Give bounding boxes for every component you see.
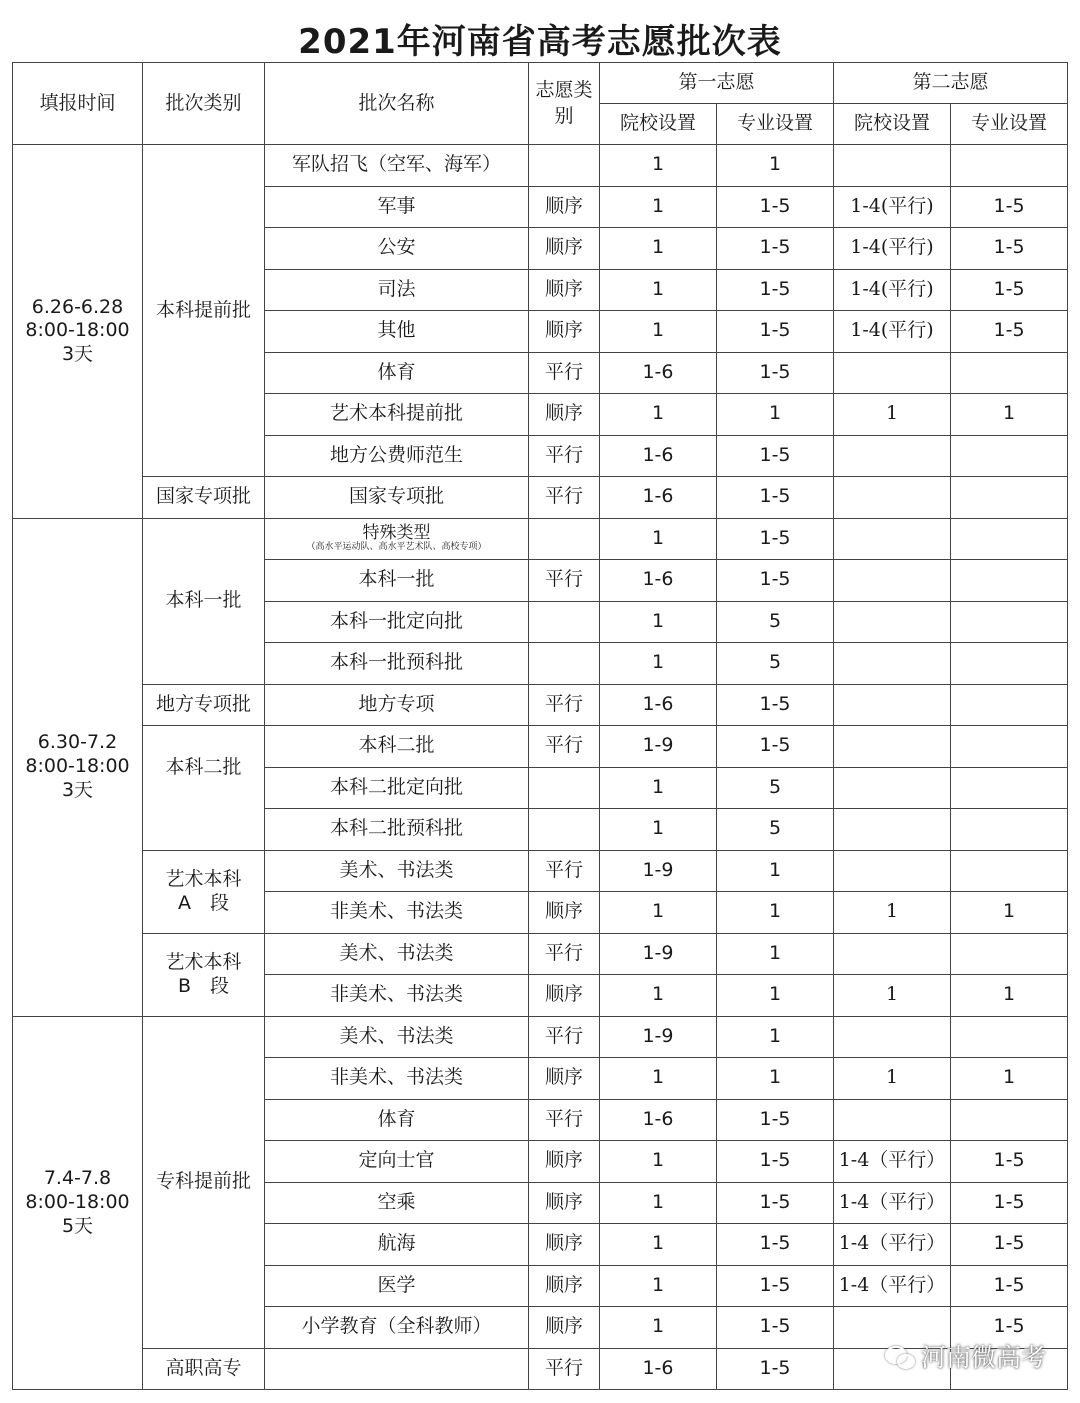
first-major-cell: 5 (717, 809, 834, 851)
batch-name-cell: 小学教育（全科教师） (265, 1307, 529, 1349)
choice-type-cell: 顺序 (529, 1058, 600, 1100)
period-hours: 8:00-18:00 (25, 755, 130, 778)
table-row (13, 145, 1068, 187)
table-row (13, 850, 1068, 892)
category-cell (143, 933, 265, 1016)
second-school-cell (834, 601, 951, 643)
choice-type-cell: 顺序 (529, 186, 600, 228)
first-major-cell: 5 (717, 601, 834, 643)
second-school-cell (834, 767, 951, 809)
header-time: 填报时间 (13, 63, 143, 145)
header-first-major: 专业设置 (717, 104, 834, 145)
first-school-cell: 1-6 (600, 1348, 717, 1390)
batch-name-cell: 美术、书法类 (265, 850, 529, 892)
batch-name-cell: 本科二批预科批 (265, 809, 529, 851)
second-school-cell (834, 933, 951, 975)
second-major-cell: 1-5 (951, 1224, 1068, 1266)
category-line-1: 艺术本科 (165, 867, 242, 890)
second-school-cell: 1 (834, 975, 951, 1017)
choice-type-cell (529, 518, 600, 560)
batch-name-cell (265, 518, 529, 560)
batch-name-cell: 本科一批预科批 (265, 643, 529, 685)
second-major-cell (951, 435, 1068, 477)
first-major-cell: 1 (717, 1058, 834, 1100)
batch-name-cell: 艺术本科提前批 (265, 394, 529, 436)
second-school-cell (834, 145, 951, 187)
first-major-cell: 1-5 (717, 1099, 834, 1141)
second-major-cell (951, 518, 1068, 560)
first-school-cell: 1 (600, 186, 717, 228)
second-major-cell: 1-5 (951, 1307, 1068, 1349)
second-major-cell: 1 (951, 892, 1068, 934)
first-school-cell: 1 (600, 394, 717, 436)
choice-type-cell: 平行 (529, 1099, 600, 1141)
first-school-cell: 1 (600, 1058, 717, 1100)
choice-type-cell: 顺序 (529, 394, 600, 436)
batch-name-cell: 体育 (265, 352, 529, 394)
second-school-cell (834, 1016, 951, 1058)
first-school-cell: 1-6 (600, 477, 717, 519)
second-major-cell: 1-5 (951, 1141, 1068, 1183)
period-hours: 8:00-18:00 (25, 319, 130, 342)
table-row (13, 684, 1068, 726)
category-line-2: A 段 (178, 891, 229, 914)
second-school-cell: 1 (834, 394, 951, 436)
batch-name-cell: 非美术、书法类 (265, 975, 529, 1017)
first-major-cell: 1-5 (717, 726, 834, 768)
first-major-cell: 1 (717, 892, 834, 934)
batch-name-cell (265, 1348, 529, 1390)
batch-name-cell: 航海 (265, 1224, 529, 1266)
batch-name-cell: 本科二批 (265, 726, 529, 768)
second-major-cell (951, 560, 1068, 602)
second-major-cell (951, 684, 1068, 726)
category-cell: 本科一批 (143, 518, 265, 684)
batch-name-cell: 医学 (265, 1265, 529, 1307)
choice-type-cell: 平行 (529, 684, 600, 726)
first-major-cell: 1-5 (717, 1348, 834, 1390)
choice-type-cell: 顺序 (529, 975, 600, 1017)
table-row (13, 1016, 1068, 1058)
batch-name-cell: 空乘 (265, 1182, 529, 1224)
first-school-cell: 1 (600, 767, 717, 809)
choice-type-cell: 平行 (529, 850, 600, 892)
choice-type-cell (529, 809, 600, 851)
choice-type-cell (529, 643, 600, 685)
batch-name-cell: 其他 (265, 311, 529, 353)
first-school-cell: 1 (600, 1307, 717, 1349)
first-school-cell: 1 (600, 643, 717, 685)
second-school-cell: 1-4（平行） (834, 1265, 951, 1307)
first-major-cell: 1-5 (717, 228, 834, 270)
choice-type-cell: 顺序 (529, 269, 600, 311)
choice-type-cell: 平行 (529, 477, 600, 519)
choice-type-cell: 顺序 (529, 1307, 600, 1349)
category-cell: 本科提前批 (143, 145, 265, 477)
choice-type-cell: 平行 (529, 352, 600, 394)
choice-type-cell: 平行 (529, 933, 600, 975)
table-row (13, 477, 1068, 519)
choice-type-cell: 顺序 (529, 1224, 600, 1266)
first-major-cell: 1-5 (717, 477, 834, 519)
first-major-cell: 1-5 (717, 518, 834, 560)
header-second-choice: 第二志愿 (834, 63, 1068, 104)
header-first-choice: 第一志愿 (600, 63, 834, 104)
table-row (13, 518, 1068, 560)
header-row-1 (13, 63, 1068, 104)
first-major-cell: 5 (717, 643, 834, 685)
second-school-cell (834, 435, 951, 477)
batch-name-cell: 司法 (265, 269, 529, 311)
second-major-cell (951, 477, 1068, 519)
period-dates: 7.4-7.8 (43, 1167, 112, 1190)
batch-name-cell: 本科二批定向批 (265, 767, 529, 809)
first-major-cell: 5 (717, 767, 834, 809)
batch-name-cell: 本科一批定向批 (265, 601, 529, 643)
choice-type-cell: 顺序 (529, 1265, 600, 1307)
first-school-cell: 1 (600, 311, 717, 353)
watermark-text: 河南微高考 (920, 1343, 1046, 1372)
second-school-cell (834, 684, 951, 726)
header-name: 批次名称 (265, 63, 529, 145)
first-major-cell: 1 (717, 394, 834, 436)
batch-name-cell: 定向士官 (265, 1141, 529, 1183)
second-major-cell: 1 (951, 1058, 1068, 1100)
second-major-cell (951, 601, 1068, 643)
second-major-cell (951, 1099, 1068, 1141)
second-school-cell: 1-4（平行） (834, 1182, 951, 1224)
second-school-cell (834, 850, 951, 892)
period-cell (13, 145, 143, 519)
second-major-cell: 1-5 (951, 186, 1068, 228)
second-school-cell (834, 518, 951, 560)
second-major-cell (951, 145, 1068, 187)
choice-type-cell (529, 767, 600, 809)
first-school-cell: 1-9 (600, 1016, 717, 1058)
first-school-cell: 1 (600, 1224, 717, 1266)
page-title: 2021年河南省高考志愿批次表 (298, 22, 782, 62)
first-school-cell: 1 (600, 269, 717, 311)
category-cell: 本科二批 (143, 726, 265, 851)
first-school-cell: 1 (600, 601, 717, 643)
choice-type-cell: 平行 (529, 1016, 600, 1058)
batch-name-cell: 地方专项 (265, 684, 529, 726)
first-school-cell: 1 (600, 809, 717, 851)
period-dates: 6.26-6.28 (31, 295, 124, 318)
wechat-icon (885, 1344, 915, 1368)
second-school-cell: 1-4(平行) (834, 186, 951, 228)
first-major-cell: 1-5 (717, 560, 834, 602)
choice-type-cell: 平行 (529, 726, 600, 768)
table-row (13, 726, 1068, 768)
second-major-cell: 1-5 (951, 1182, 1068, 1224)
choice-type-cell: 顺序 (529, 1182, 600, 1224)
first-school-cell: 1 (600, 228, 717, 270)
choice-type-cell: 平行 (529, 1348, 600, 1390)
batch-name-main: 特殊类型 (362, 523, 431, 544)
second-school-cell: 1-4(平行) (834, 269, 951, 311)
second-school-cell (834, 643, 951, 685)
first-school-cell: 1-6 (600, 560, 717, 602)
first-school-cell: 1 (600, 518, 717, 560)
batch-name-cell: 美术、书法类 (265, 1016, 529, 1058)
first-major-cell: 1-5 (717, 269, 834, 311)
choice-type-cell: 平行 (529, 435, 600, 477)
first-major-cell: 1-5 (717, 1307, 834, 1349)
category-line-2: B 段 (177, 974, 230, 997)
batch-name-cell: 本科一批 (265, 560, 529, 602)
second-school-cell (834, 560, 951, 602)
first-school-cell: 1-6 (600, 435, 717, 477)
choice-type-cell: 顺序 (529, 311, 600, 353)
second-major-cell (951, 726, 1068, 768)
first-school-cell: 1-6 (600, 684, 717, 726)
table-row (13, 933, 1068, 975)
choice-type-cell: 顺序 (529, 1141, 600, 1183)
second-school-cell (834, 1099, 951, 1141)
first-school-cell: 1-6 (600, 352, 717, 394)
second-school-cell: 1-4(平行) (834, 311, 951, 353)
first-major-cell: 1-5 (717, 1265, 834, 1307)
second-major-cell (951, 767, 1068, 809)
second-major-cell (951, 352, 1068, 394)
second-major-cell (951, 809, 1068, 851)
first-major-cell: 1-5 (717, 1182, 834, 1224)
first-major-cell: 1 (717, 1016, 834, 1058)
second-school-cell: 1-4(平行) (834, 228, 951, 270)
first-major-cell: 1-5 (717, 1141, 834, 1183)
batch-table (12, 62, 1068, 1390)
batch-name-cell: 军队招飞（空军、海军） (265, 145, 529, 187)
first-school-cell: 1 (600, 975, 717, 1017)
first-school-cell: 1-9 (600, 933, 717, 975)
second-major-cell (951, 643, 1068, 685)
first-school-cell: 1 (600, 1265, 717, 1307)
header-category: 批次类别 (143, 63, 265, 145)
batch-name-cell: 国家专项批 (265, 477, 529, 519)
second-school-cell (834, 809, 951, 851)
header-first-school: 院校设置 (600, 104, 717, 145)
first-major-cell: 1 (717, 933, 834, 975)
period-days: 5天 (61, 1214, 94, 1237)
second-major-cell: 1 (951, 394, 1068, 436)
first-major-cell: 1-5 (717, 435, 834, 477)
period-days: 3天 (61, 778, 94, 801)
category-cell: 专科提前批 (143, 1016, 265, 1348)
first-school-cell: 1-6 (600, 1099, 717, 1141)
first-school-cell: 1 (600, 145, 717, 187)
first-school-cell: 1-9 (600, 726, 717, 768)
batch-name-cell: 地方公费师范生 (265, 435, 529, 477)
second-school-cell: 1-4（平行） (834, 1224, 951, 1266)
second-school-cell: 1 (834, 1058, 951, 1100)
watermark (885, 1338, 1046, 1374)
batch-name-cell: 军事 (265, 186, 529, 228)
second-school-cell: 1 (834, 892, 951, 934)
period-days: 3天 (61, 343, 94, 366)
second-major-cell (951, 933, 1068, 975)
period-cell (13, 1016, 143, 1390)
second-school-cell (834, 352, 951, 394)
period-hours: 8:00-18:00 (25, 1190, 130, 1213)
first-school-cell: 1 (600, 1141, 717, 1183)
choice-type-cell: 顺序 (529, 892, 600, 934)
header-second-major: 专业设置 (951, 104, 1068, 145)
first-major-cell: 1-5 (717, 352, 834, 394)
first-school-cell: 1-9 (600, 850, 717, 892)
second-major-cell (951, 1016, 1068, 1058)
second-major-cell: 1-5 (951, 269, 1068, 311)
batch-name-cell: 体育 (265, 1099, 529, 1141)
first-major-cell: 1-5 (717, 186, 834, 228)
category-cell (143, 850, 265, 933)
second-school-cell (834, 726, 951, 768)
first-major-cell: 1-5 (717, 684, 834, 726)
first-major-cell: 1-5 (717, 1224, 834, 1266)
batch-name-cell: 美术、书法类 (265, 933, 529, 975)
first-major-cell: 1 (717, 145, 834, 187)
second-school-cell (834, 477, 951, 519)
second-major-cell: 1 (951, 975, 1068, 1017)
second-major-cell: 1-5 (951, 228, 1068, 270)
batch-name-cell: 非美术、书法类 (265, 892, 529, 934)
first-major-cell: 1-5 (717, 311, 834, 353)
first-school-cell: 1 (600, 1182, 717, 1224)
category-cell: 地方专项批 (143, 684, 265, 726)
second-major-cell: 1-5 (951, 1265, 1068, 1307)
choice-type-cell: 顺序 (529, 228, 600, 270)
batch-name-cell: 非美术、书法类 (265, 1058, 529, 1100)
second-major-cell: 1-5 (951, 311, 1068, 353)
second-major-cell (951, 850, 1068, 892)
header-second-school: 院校设置 (834, 104, 951, 145)
category-cell: 国家专项批 (143, 477, 265, 519)
batch-name-note: （高水平运动队、高水平艺术队、高校专项） (306, 542, 487, 553)
choice-type-cell (529, 145, 600, 187)
batch-name-cell: 公安 (265, 228, 529, 270)
first-major-cell: 1 (717, 850, 834, 892)
period-cell (13, 518, 143, 1016)
header-type: 志愿类别 (529, 63, 600, 145)
choice-type-cell: 平行 (529, 560, 600, 602)
category-line-1: 艺术本科 (165, 950, 242, 973)
first-major-cell: 1 (717, 975, 834, 1017)
first-school-cell: 1 (600, 892, 717, 934)
period-dates: 6.30-7.2 (37, 731, 118, 754)
second-school-cell: 1-4（平行） (834, 1141, 951, 1183)
choice-type-cell (529, 601, 600, 643)
category-cell: 高职高专 (143, 1348, 265, 1390)
